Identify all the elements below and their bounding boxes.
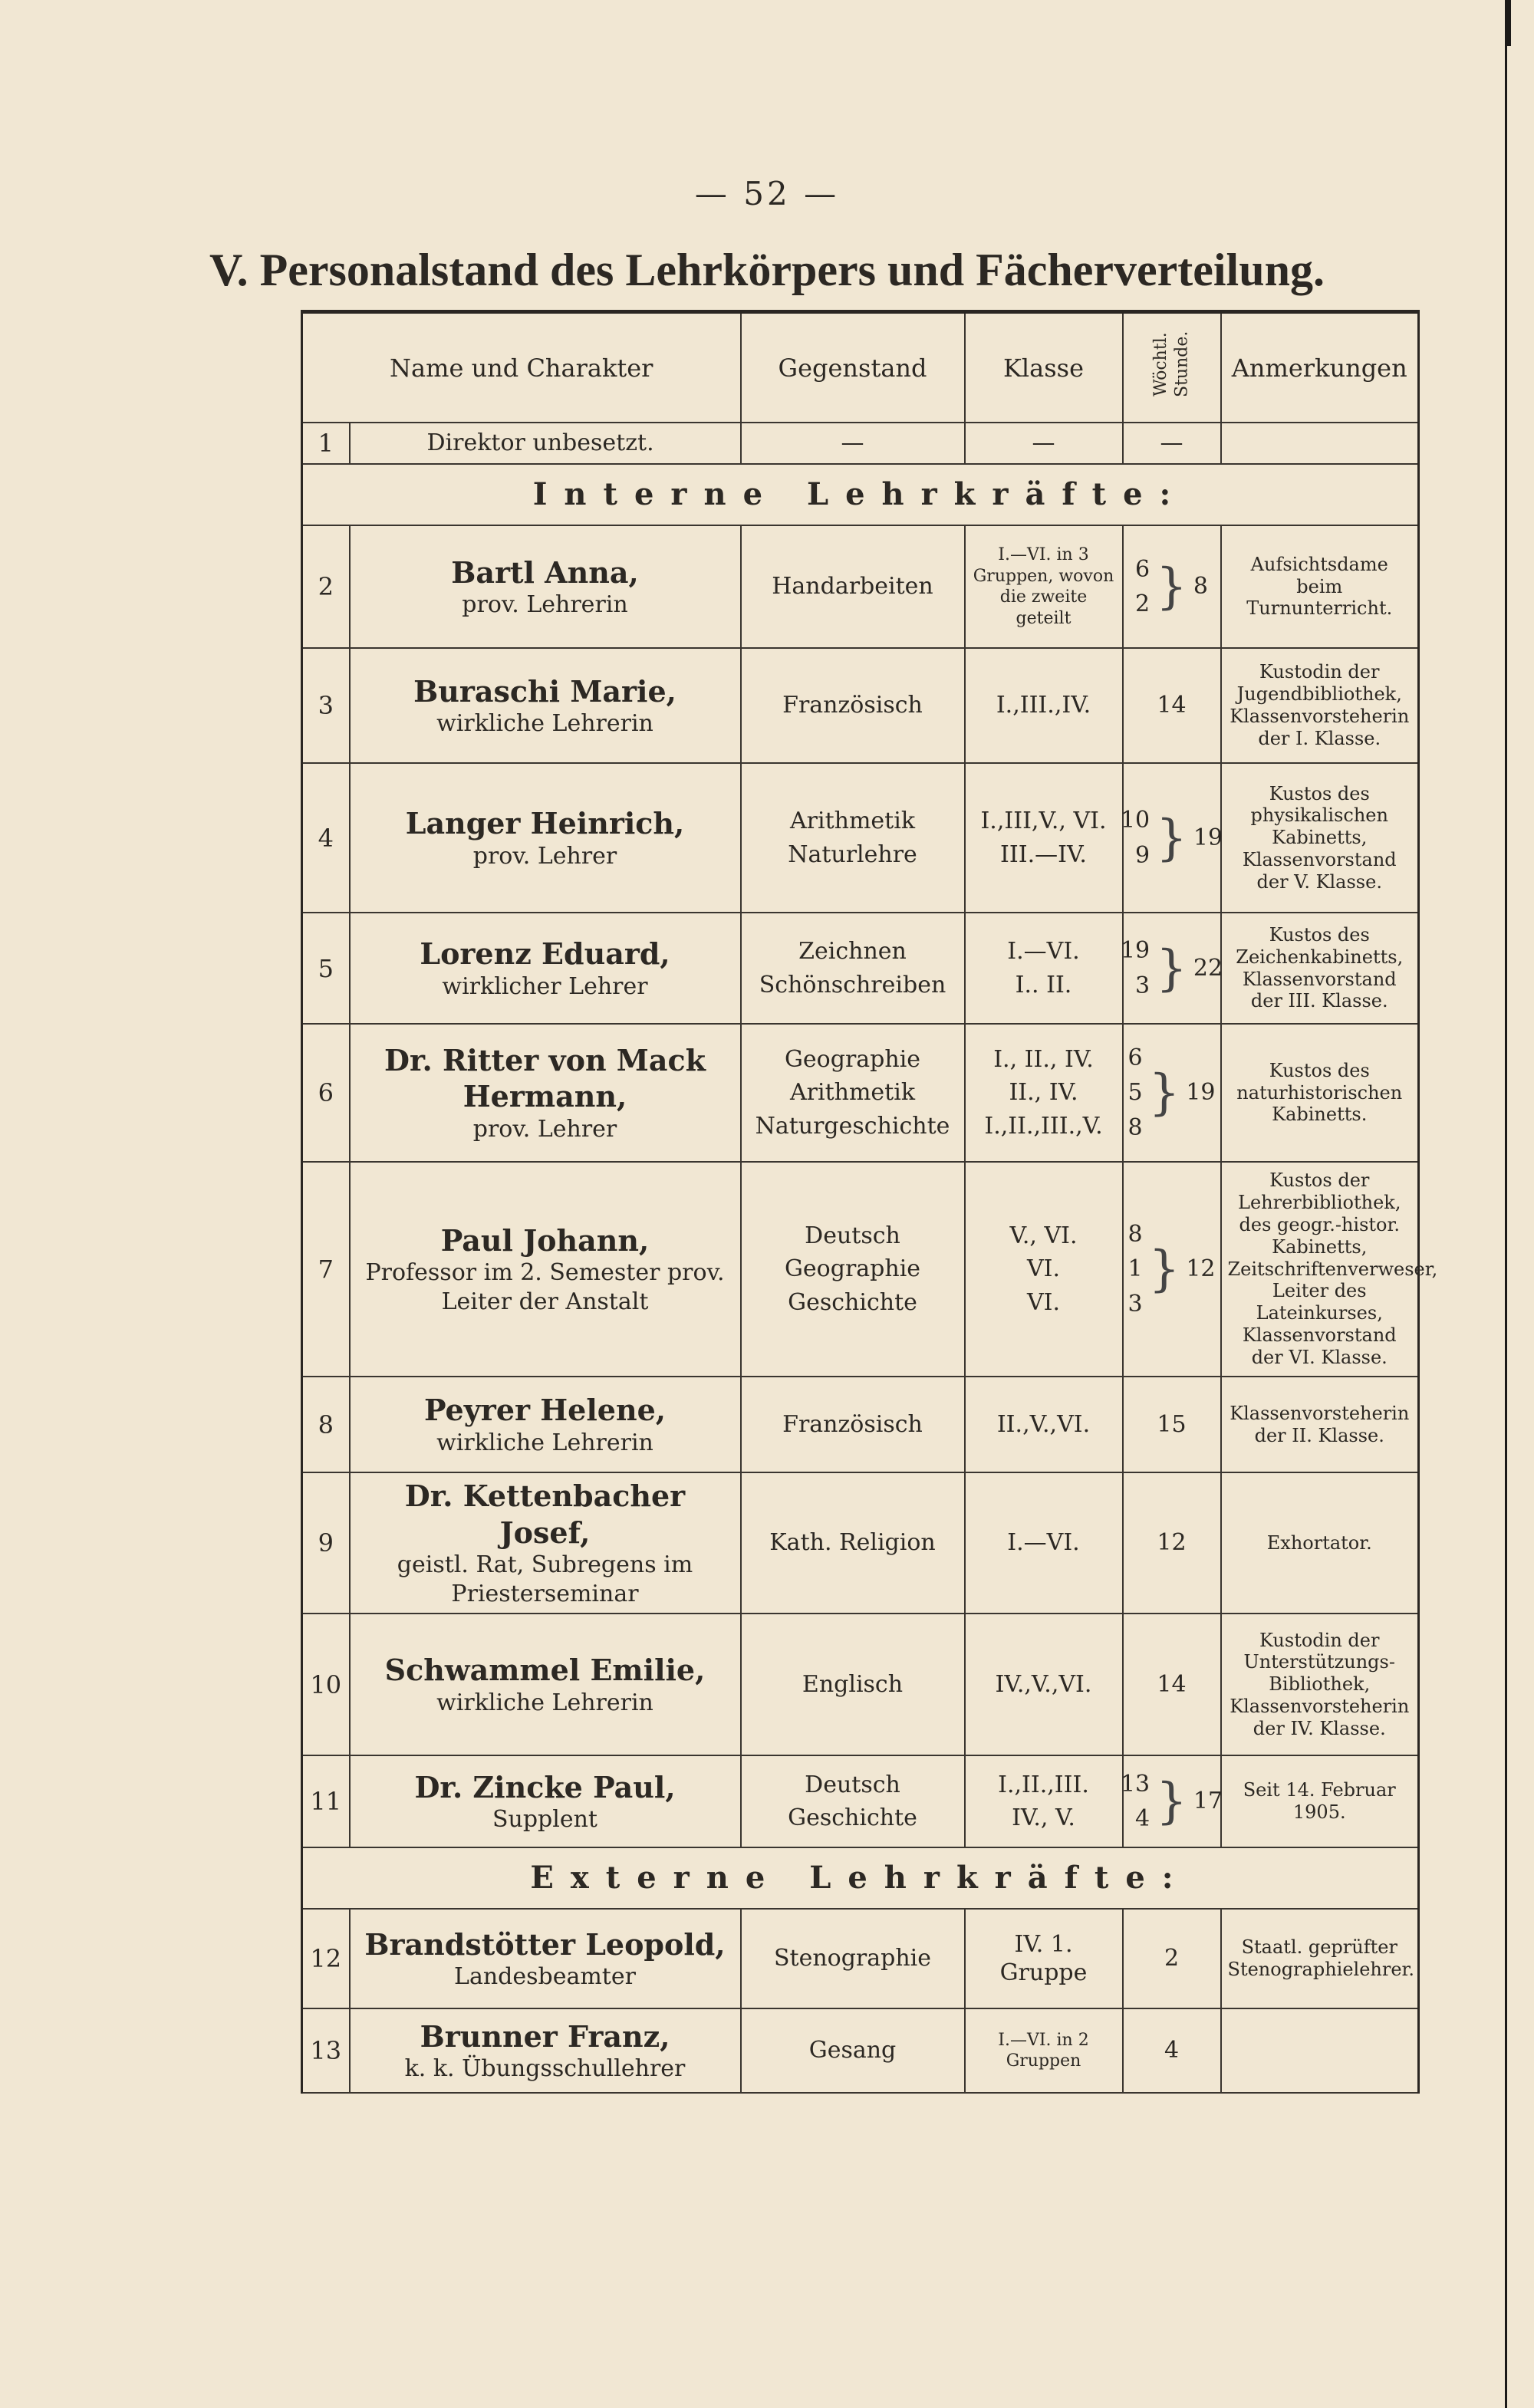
row-class	[965, 913, 1123, 1024]
subject-item: Stenographie	[773, 1945, 932, 1972]
row-class	[965, 2008, 1123, 2093]
row-name-cell	[350, 2008, 741, 2093]
subject-item: Handarbeiten	[772, 573, 933, 600]
row-hours	[1123, 648, 1221, 763]
row-hours	[1123, 1909, 1221, 2008]
staff-role: prov. Lehrer	[472, 842, 617, 870]
row-name-cell	[350, 763, 741, 913]
section-row	[302, 1847, 1419, 1909]
class-item: IV., V.	[1012, 1804, 1075, 1831]
hours-item: 1	[1127, 1255, 1143, 1283]
subject-item: Naturlehre	[788, 840, 917, 868]
row-name-cell	[350, 1909, 741, 2008]
hours-stack	[1135, 552, 1150, 622]
row-remarks	[1221, 2008, 1419, 2093]
table-row	[302, 1162, 1419, 1377]
staff-name: Lorenz Eduard,	[420, 936, 670, 971]
hours-total: 19	[1193, 824, 1223, 851]
row-number: 3	[302, 648, 350, 763]
staff-table	[301, 310, 1438, 2094]
subject-item: Geschichte	[788, 1288, 917, 1316]
row-hours	[1123, 1472, 1221, 1614]
class-item: IV.,V.,VI.	[995, 1670, 1092, 1698]
staff-name: Brandstötter Leopold,	[364, 1926, 726, 1962]
table-row	[302, 1614, 1419, 1755]
row-subject	[741, 913, 965, 1024]
subject-item: Schönschreiben	[759, 971, 946, 998]
table-row	[302, 1024, 1419, 1162]
hours-item: 15	[1157, 1410, 1187, 1438]
class-item: V., VI.	[1009, 1222, 1078, 1249]
hours-group	[1120, 803, 1223, 873]
header-hours-label: Wöchtl. Stunde.	[1151, 331, 1192, 398]
class-item: II.,V.,VI.	[996, 1410, 1091, 1438]
staff-role: prov. Lehrer	[472, 1115, 617, 1143]
staff-name: Paul Johann,	[440, 1222, 650, 1258]
hours-item: 4	[1164, 2037, 1180, 2064]
hours-group	[1120, 1767, 1223, 1837]
class-item: III.—IV.	[1000, 840, 1087, 868]
subject-item: Gesang	[808, 2037, 897, 2064]
row-hours	[1123, 1377, 1221, 1472]
row-subject	[741, 1024, 965, 1162]
subject-item: Französisch	[782, 1410, 923, 1438]
row-remarks: Kustos des Zeichenkabinetts, Klassenvorstand der III. Klasse.	[1221, 913, 1419, 1024]
staff-role: wirkliche Lehrerin	[436, 710, 653, 737]
row-hours	[1123, 1024, 1221, 1162]
hours-item: 2	[1135, 590, 1150, 617]
staff-name: Brunner Franz,	[420, 2018, 670, 2054]
table-row	[302, 423, 1419, 464]
header-subject: Gegenstand	[741, 312, 965, 423]
brace-icon: }	[1156, 809, 1187, 867]
hours-item: 13	[1120, 1770, 1150, 1798]
subject-item: Geographie	[784, 1255, 921, 1283]
staff-name: Dr. Ritter von Mack Hermann,	[384, 1042, 706, 1114]
table-row	[302, 1472, 1419, 1614]
row-subject	[741, 1909, 965, 2008]
row-number: 13	[302, 2008, 350, 2093]
class-item: VI.	[1026, 1288, 1061, 1316]
row-remarks: Seit 14. Februar 1905.	[1221, 1755, 1419, 1847]
staff-name: Peyrer Helene,	[424, 1393, 666, 1427]
hours-stack	[1128, 1217, 1143, 1322]
row-number: 4	[302, 763, 350, 913]
row-name: Direktor unbesetzt.	[350, 423, 741, 464]
staff-name: Buraschi Marie,	[413, 673, 676, 709]
row-remarks: Aufsichtsdame beim Turnunterricht.	[1221, 525, 1419, 648]
table-row	[302, 1909, 1419, 2008]
class-item: I.,II.,III.,V.	[984, 1112, 1103, 1140]
row-name-cell	[350, 1755, 741, 1847]
row-class	[965, 648, 1123, 763]
row-class	[965, 525, 1123, 648]
hours-total: 19	[1186, 1079, 1216, 1107]
subject-item: Kath. Religion	[769, 1529, 936, 1557]
row-name-cell	[350, 1377, 741, 1472]
row-name-cell	[350, 1162, 741, 1377]
row-subject	[741, 1472, 965, 1614]
row-number: 12	[302, 1909, 350, 2008]
hours-item: 14	[1157, 692, 1187, 719]
subject-item: Arithmetik	[789, 1079, 915, 1107]
brace-icon: }	[1148, 1241, 1180, 1298]
header-class: Klasse	[965, 312, 1123, 423]
class-item: I.—VI. in 3 Gruppen, wovon die zweite geteilt	[973, 545, 1114, 628]
staff-role: Landesbeamter	[454, 1963, 636, 1990]
hours-total: 8	[1193, 573, 1208, 600]
class-item: I.,III,V., VI.	[980, 808, 1107, 834]
row-subject	[741, 2008, 965, 2093]
hours-group	[1127, 1041, 1216, 1146]
row-remarks: Kustodin der Unterstützungs-Bibliothek, Klassenvorsteherin der IV. Klasse.	[1221, 1614, 1419, 1755]
row-remarks: Kustos des naturhistorischen Kabinetts.	[1221, 1024, 1419, 1162]
row-subject: —	[741, 423, 965, 464]
hours-total: 22	[1193, 954, 1223, 982]
class-item: I.,II.,III.	[998, 1771, 1089, 1798]
row-hours	[1120, 913, 1223, 1024]
row-subject	[741, 1377, 965, 1472]
hours-total: 17	[1193, 1788, 1223, 1815]
class-item: I.—VI. in 2 Gruppen	[998, 2030, 1089, 2071]
row-remarks: Exhortator.	[1221, 1472, 1419, 1614]
row-remarks: Kustos des physikalischen Kabinetts, Klassenvorstand der V. Klasse.	[1221, 763, 1419, 913]
row-number: 6	[302, 1024, 350, 1162]
section-row	[302, 464, 1419, 525]
row-subject	[741, 1614, 965, 1755]
hours-item: 6	[1135, 555, 1150, 583]
row-class	[965, 1755, 1123, 1847]
staff-name: Langer Heinrich,	[405, 806, 685, 840]
staff-role: Supplent	[492, 1806, 597, 1833]
header-name: Name und Charakter	[302, 312, 741, 423]
staff-name: Schwammel Emilie,	[384, 1653, 706, 1687]
row-name-cell	[350, 1024, 741, 1162]
subject-item: Englisch	[802, 1670, 904, 1698]
row-name-cell	[350, 913, 741, 1024]
row-number: 2	[302, 525, 350, 648]
row-name-cell	[350, 525, 741, 648]
section-externe: Externe Lehrkräfte:	[302, 1847, 1419, 1909]
section-interne: Interne Lehrkräfte:	[302, 464, 1419, 525]
table-row	[302, 648, 1419, 763]
header-hours	[1123, 312, 1221, 423]
row-class	[965, 1162, 1123, 1377]
subject-item: Geographie	[784, 1045, 921, 1073]
class-item: I.—VI.	[1007, 938, 1080, 965]
brace-icon: }	[1156, 558, 1187, 615]
class-item: II., IV.	[1009, 1079, 1078, 1107]
row-subject	[741, 1755, 965, 1847]
row-subject	[741, 525, 965, 648]
table-row	[302, 1377, 1419, 1472]
subject-item: Deutsch	[805, 1222, 900, 1249]
subject-item: Zeichnen	[798, 938, 907, 965]
hours-item: 2	[1164, 1945, 1180, 1972]
page-number: — 52 —	[694, 175, 840, 212]
table-row	[302, 913, 1419, 1024]
table-row	[302, 525, 1419, 648]
row-hours: —	[1123, 423, 1221, 464]
row-class	[965, 1472, 1123, 1614]
staff-name: Bartl Anna,	[451, 554, 639, 590]
hours-item: 19	[1120, 937, 1150, 964]
row-class: —	[965, 423, 1123, 464]
hours-item: 14	[1157, 1670, 1187, 1698]
hours-total: 12	[1186, 1255, 1216, 1283]
staff-role: wirklicher Lehrer	[442, 972, 648, 1000]
subject-item: Arithmetik	[789, 808, 915, 834]
page-title: V. Personalstand des Lehrkörpers und Fächerverteilung.	[209, 245, 1325, 295]
header-row	[302, 312, 1419, 423]
subject-item: Französisch	[782, 692, 923, 719]
hours-group	[1120, 933, 1223, 1003]
row-hours	[1123, 525, 1221, 648]
hours-stack	[1121, 933, 1150, 1003]
class-item: I., II., IV.	[993, 1045, 1094, 1073]
hours-group	[1130, 552, 1214, 622]
table-row	[302, 2008, 1419, 2093]
hours-item: 4	[1135, 1805, 1150, 1832]
row-number: 10	[302, 1614, 350, 1755]
row-subject	[741, 648, 965, 763]
row-number: 11	[302, 1755, 350, 1847]
staff-role: Professor im 2. Semester prov. Leiter der Anstalt	[365, 1259, 725, 1315]
hours-item: 3	[1127, 1290, 1143, 1317]
class-item: I.—VI.	[1007, 1529, 1080, 1557]
row-class	[965, 1909, 1123, 2008]
hours-group	[1127, 1217, 1216, 1322]
row-number: 9	[302, 1472, 350, 1614]
subject-item: Naturgeschichte	[755, 1112, 950, 1140]
row-name-cell	[350, 1472, 741, 1614]
staff-name: Dr. Zincke Paul,	[414, 1769, 676, 1804]
row-remarks: Kustodin der Jugendbibliothek, Klassenvorsteherin der I. Klasse.	[1221, 648, 1419, 763]
staff-role: prov. Lehrerin	[462, 591, 628, 618]
hours-stack	[1128, 1041, 1143, 1146]
row-class	[965, 1377, 1123, 1472]
row-name-cell	[350, 1614, 741, 1755]
row-subject	[741, 763, 965, 913]
row-number: 8	[302, 1377, 350, 1472]
row-hours	[1120, 1755, 1223, 1847]
class-item: VI.	[1026, 1255, 1061, 1283]
staff-name: Dr. Kettenbacher Josef,	[404, 1479, 686, 1550]
class-item: I.. II.	[1015, 971, 1072, 998]
row-remarks: Staatl. geprüfter Stenographielehrer.	[1221, 1909, 1419, 2008]
hours-item: 9	[1135, 841, 1150, 869]
row-remarks	[1221, 423, 1419, 464]
row-hours	[1120, 763, 1223, 913]
hours-item: 8	[1127, 1114, 1143, 1141]
row-subject	[741, 1162, 965, 1377]
header-remarks: Anmerkungen	[1221, 312, 1419, 423]
subject-item: Deutsch	[805, 1771, 900, 1798]
row-number: 5	[302, 913, 350, 1024]
row-class	[965, 763, 1123, 913]
class-item: IV. 1. Gruppe	[999, 1930, 1088, 1986]
brace-icon: }	[1156, 939, 1187, 997]
staff-role: k. k. Übungsschullehrer	[404, 2055, 686, 2082]
page-edge-tick	[1506, 0, 1511, 46]
row-name-cell	[350, 648, 741, 763]
hours-item: 10	[1120, 807, 1150, 834]
row-hours	[1123, 1614, 1221, 1755]
row-remarks: Klassenvorsteherin der II. Klasse.	[1221, 1377, 1419, 1472]
class-item: I.,III.,IV.	[996, 692, 1091, 719]
hours-item: 6	[1127, 1044, 1143, 1071]
staff-role: wirkliche Lehrerin	[436, 1429, 653, 1456]
row-class	[965, 1024, 1123, 1162]
hours-item: 3	[1135, 972, 1150, 999]
hours-item: 8	[1127, 1220, 1143, 1248]
staff-role: geistl. Rat, Subregens im Priesterseminar	[397, 1551, 693, 1607]
hours-stack	[1121, 1767, 1150, 1837]
staff-role: wirkliche Lehrerin	[436, 1689, 653, 1716]
row-number: 1	[302, 423, 350, 464]
table-row	[302, 1755, 1419, 1847]
row-hours	[1123, 1162, 1221, 1377]
row-remarks: Kustos der Lehrerbibliothek, des geogr.-histor. Kabinetts, Zeitschriftenverweser, Leiter des Lateinkurses, Klassenvorstand der VI. Klasse.	[1221, 1162, 1419, 1377]
subject-item: Geschichte	[788, 1804, 917, 1831]
hours-item: 5	[1127, 1079, 1143, 1107]
row-number: 7	[302, 1162, 350, 1377]
hours-item: 12	[1157, 1529, 1187, 1557]
brace-icon: }	[1156, 1773, 1187, 1830]
row-hours	[1123, 2008, 1221, 2093]
page-edge-rule	[1505, 0, 1507, 2408]
row-class	[965, 1614, 1123, 1755]
table-row	[302, 763, 1419, 913]
hours-stack	[1121, 803, 1150, 873]
brace-icon: }	[1148, 1064, 1180, 1121]
